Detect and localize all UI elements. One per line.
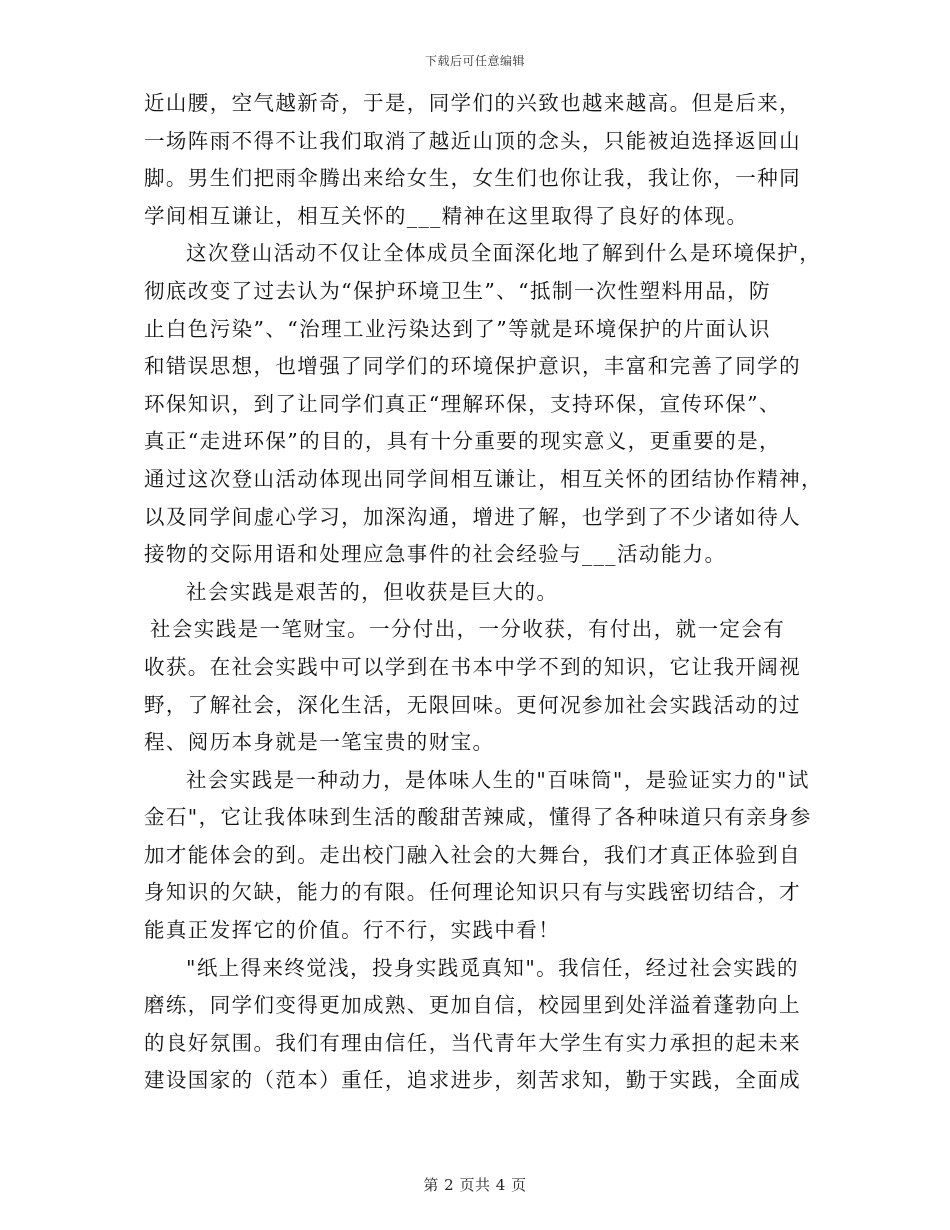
paragraph-1 — [144, 85, 814, 235]
text-line: 能真正发挥它的价值。行不行，实践中看！ — [144, 918, 561, 943]
text-line: "纸上得来终觉浅，投身实践觅真知"。我信任，经过社会实践的 — [186, 955, 799, 980]
text-line: 建设国家的（范本）重任，追求进步，刻苦求知，勤于实践，全面成 — [144, 1068, 801, 1093]
text-line: 社会实践是艰苦的，但收获是巨大的。 — [186, 579, 559, 604]
text-line: 磨练，同学们变得更加成熟、更加自信，校园里到处洋溢着蓬勃向上 — [144, 993, 801, 1018]
text-line: 学间相互谦让，相互关怀的___精神在这里取得了良好的体现。 — [144, 203, 749, 228]
page-header: 下载后可任意编辑 — [424, 54, 525, 68]
text-line: 身知识的欠缺，能力的有限。任何理论知识只有与实践密切结合，才 — [144, 880, 801, 905]
paragraph-4 — [144, 611, 814, 761]
text-line: 收获。在社会实践中可以学到在书本中学不到的知识，它让我开阔视 — [144, 654, 801, 679]
text-line: 社会实践是一笔财宝。一分付出，一分收获，有付出，就一定会有 — [150, 617, 786, 642]
text-line: 加才能体会的到。走出校门融入社会的大舞台，我们才真正体验到自 — [144, 842, 801, 867]
text-line: 接物的交际用语和处理应急事件的社会经验与___活动能力。 — [144, 542, 727, 567]
text-line: 和错误思想，也增强了同学们的环境保护意识，丰富和完善了同学的 — [144, 354, 801, 379]
text-line: 真正“走进环保”的目的，具有十分重要的现实意义，更重要的是， — [144, 429, 781, 454]
paragraph-3 — [144, 574, 814, 612]
text-line: 的良好氛围。我们有理由信任，当代青年大学生有实力承担的起未来 — [144, 1030, 801, 1055]
text-line: 野，了解社会，深化生活，无限回味。更何况参加社会实践活动的过 — [144, 692, 801, 717]
text-line: 社会实践是一种动力，是体味人生的"百味筒"，是验证实力的"试 — [186, 767, 810, 792]
paragraph-6 — [144, 950, 814, 1100]
text-line: 一场阵雨不得不让我们取消了越近山顶的念头，只能被迫选择返回山 — [144, 128, 801, 153]
text-line: 程、阅历本身就是一笔宝贵的财宝。 — [144, 730, 495, 755]
paragraph-2 — [144, 235, 823, 573]
text-line: 这次登山活动不仅让全体成员全面深化地了解到什么是环境保护， — [186, 241, 822, 266]
text-line: 以及同学间虚心学习，加深沟通，增进了解，也学到了不少诸如待人 — [144, 504, 801, 529]
page-number-footer: 第 2 页共 4 页 — [423, 1176, 527, 1194]
text-line: 金石"，它让我体味到生活的酸甜苦辣咸，懂得了各种味道只有亲身参 — [144, 805, 812, 830]
text-line: 止白色污染”、“治理工业污染达到了”等就是环境保护的片面认识 — [144, 316, 771, 341]
text-line: 环保知识，到了让同学们真正“理解环保，支持环保，宣传环保”、 — [144, 391, 781, 416]
text-line: 脚。男生们把雨伞腾出来给女生，女生们也你让我，我让你，一种同 — [144, 166, 801, 191]
text-line: 通过这次登山活动体现出同学间相互谦让，相互关怀的团结协作精神， — [144, 466, 823, 491]
document-body — [144, 85, 823, 1100]
text-line: 彻底改变了过去认为“保护环境卫生”、“抵制一次性塑料用品，防 — [144, 278, 771, 303]
paragraph-5 — [144, 762, 814, 950]
text-line: 近山腰，空气越新奇，于是，同学们的兴致也越来越高。但是后来， — [144, 91, 801, 115]
